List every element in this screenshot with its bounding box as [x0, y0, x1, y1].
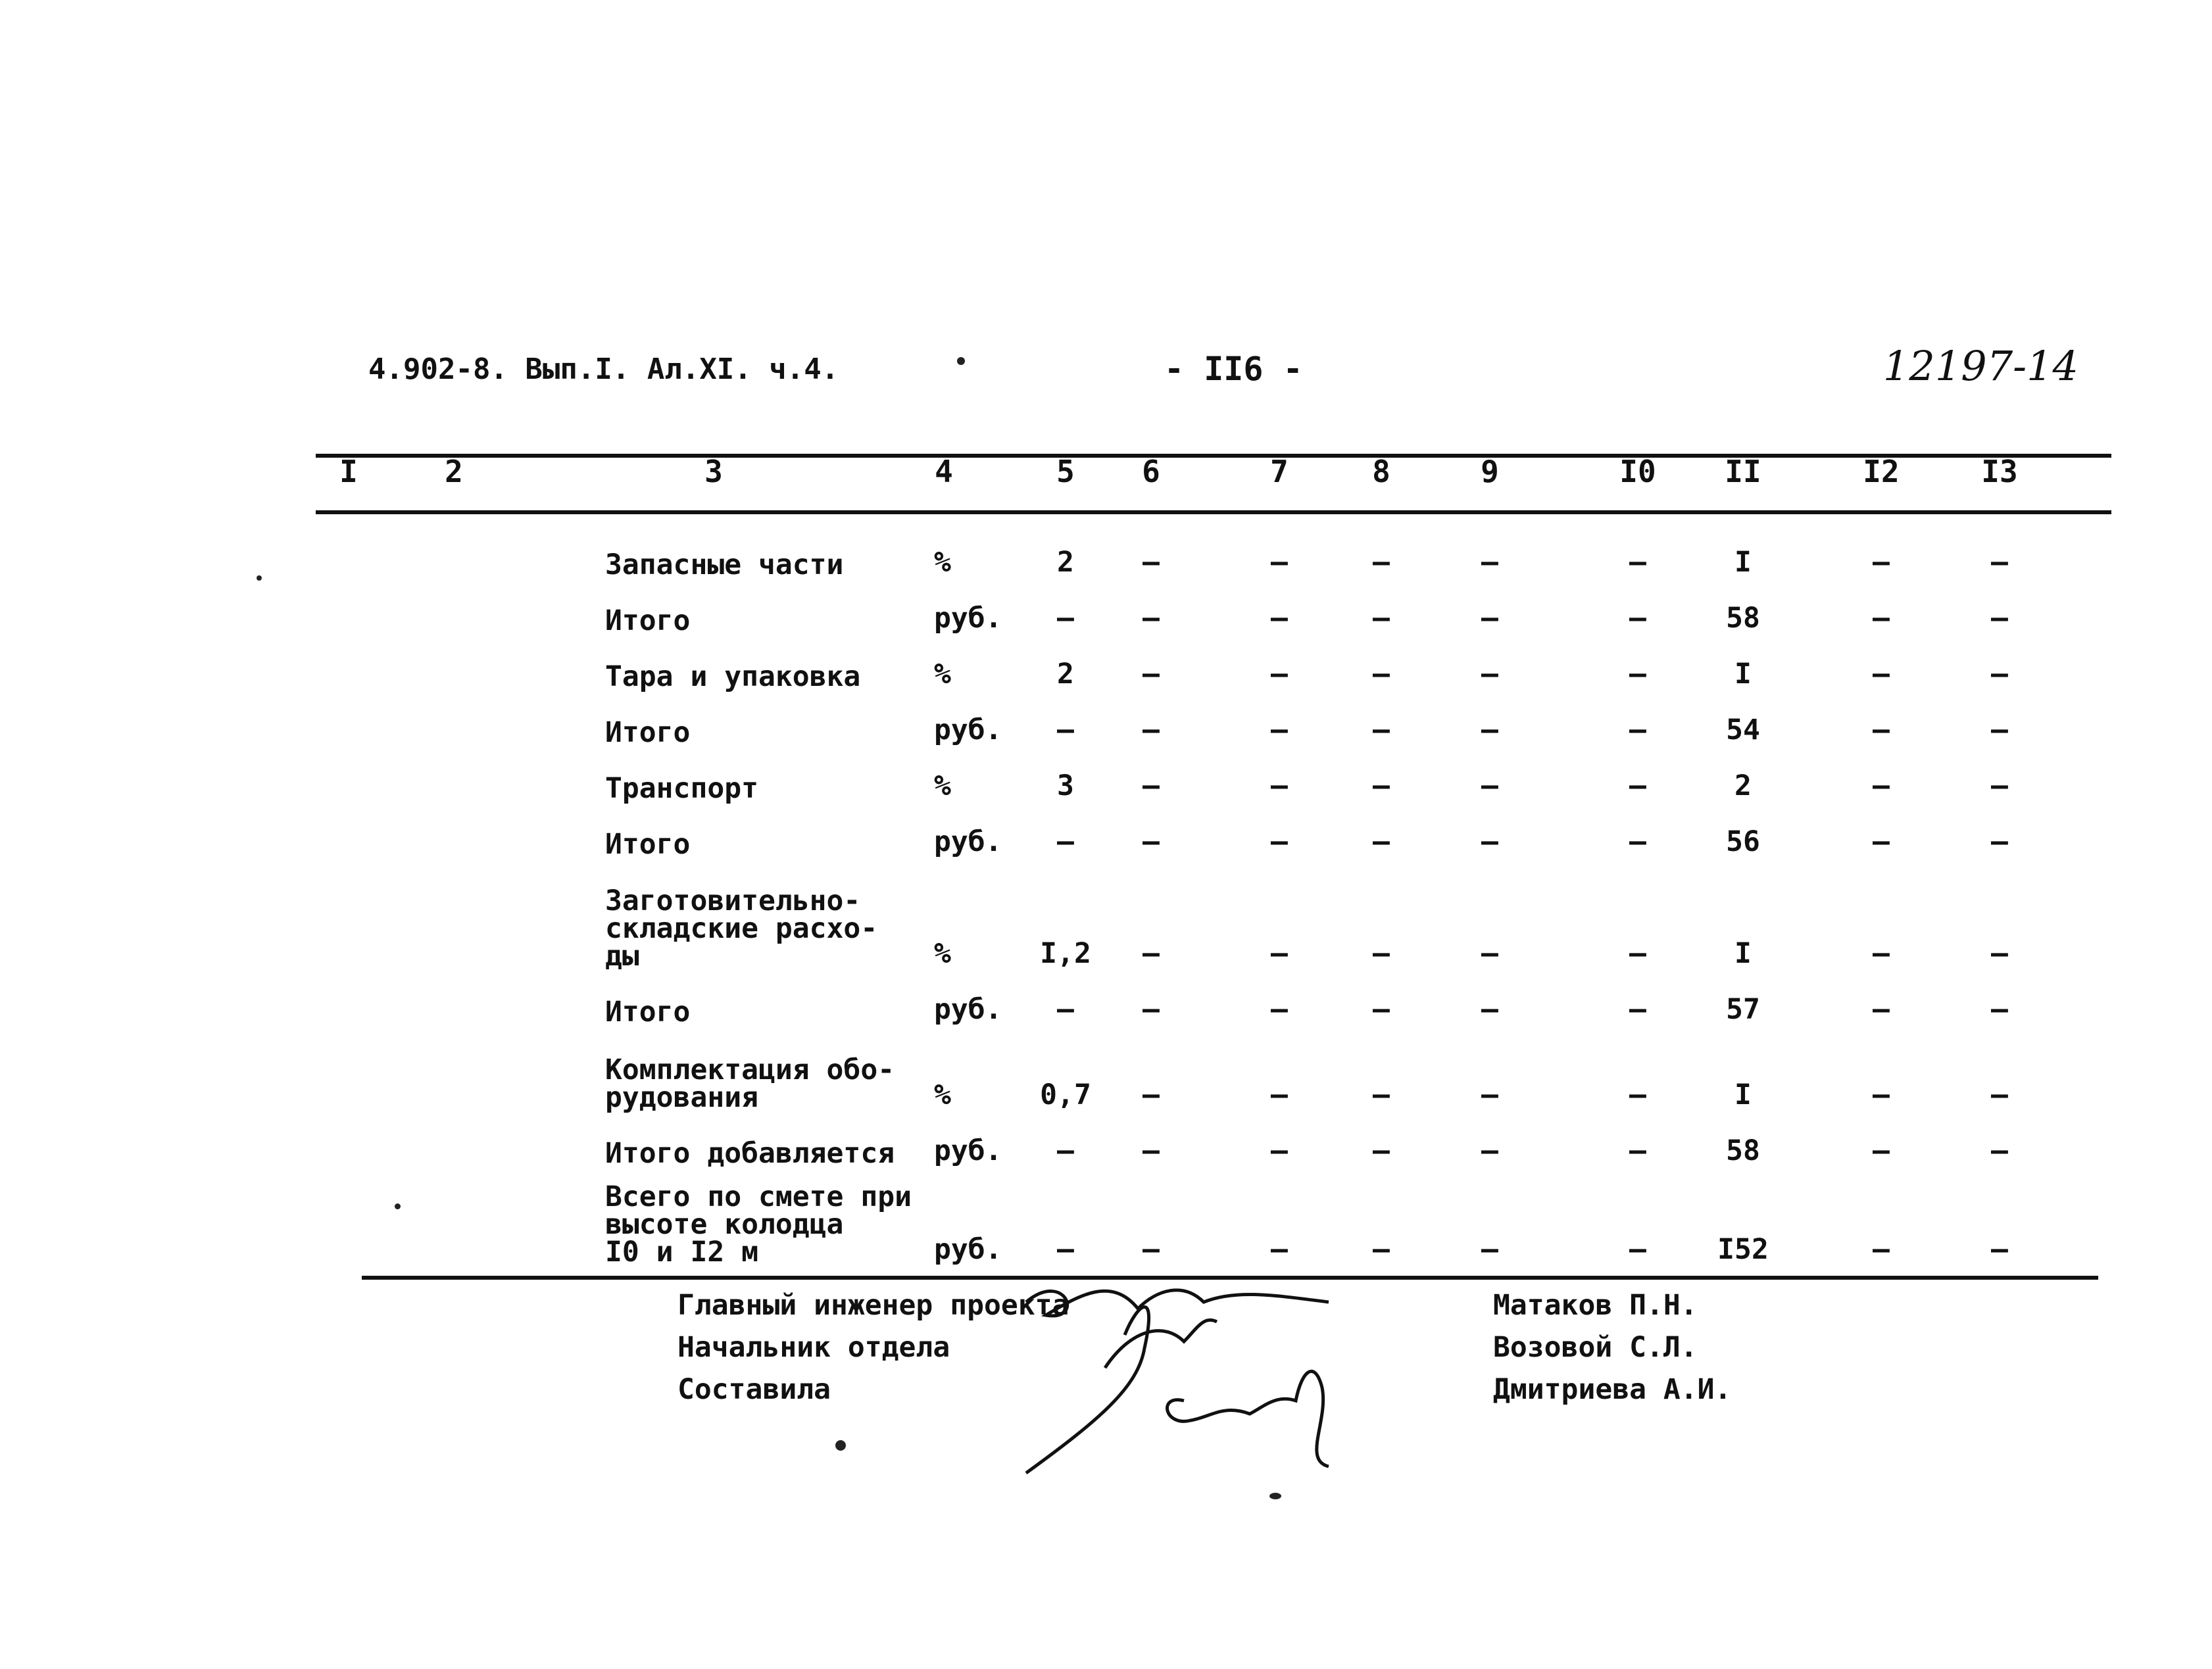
cell-col-10: –	[1629, 993, 1646, 1026]
column-header-13: I3	[1981, 454, 2018, 489]
row-unit: руб.	[934, 1233, 1002, 1266]
row-unit: руб.	[934, 993, 1002, 1026]
signatory-role: Главный инженер проекта	[677, 1289, 1069, 1322]
cell-col-7: –	[1271, 602, 1288, 635]
signatory-name: Матаков П.Н.	[1493, 1289, 1698, 1322]
scan-noise-speck	[1269, 1493, 1281, 1499]
cell-col-7: –	[1271, 1078, 1288, 1111]
cell-col-12: –	[1873, 658, 1890, 690]
cell-col-8: –	[1373, 937, 1390, 970]
cell-col-13: –	[1991, 1233, 2008, 1266]
column-header-5: 5	[1056, 454, 1075, 489]
cell-col-5: –	[1057, 993, 1074, 1026]
row-label: Итого	[605, 828, 691, 861]
column-header-8: 8	[1372, 454, 1390, 489]
cell-col-8: –	[1373, 1134, 1390, 1167]
cell-col-11: I	[1734, 658, 1752, 690]
cell-col-9: –	[1481, 937, 1498, 970]
cell-col-11: I52	[1717, 1233, 1769, 1266]
row-unit: %	[934, 658, 951, 690]
signatory-role: Начальник отдела	[677, 1331, 950, 1364]
row-label: Запасные части	[605, 548, 844, 581]
cell-col-8: –	[1373, 993, 1390, 1026]
cell-col-9: –	[1481, 602, 1498, 635]
cell-col-9: –	[1481, 993, 1498, 1026]
cell-col-13: –	[1991, 714, 2008, 746]
cell-col-9: –	[1481, 658, 1498, 690]
scan-noise-speck	[395, 1203, 401, 1209]
cell-col-8: –	[1373, 769, 1390, 802]
column-header-6: 6	[1142, 454, 1160, 489]
cell-col-8: –	[1373, 1078, 1390, 1111]
cell-col-13: –	[1991, 602, 2008, 635]
cell-col-9: –	[1481, 714, 1498, 746]
row-label: Всего по смете при высоте колодца I0 и I2 м	[605, 1180, 912, 1269]
row-unit: руб.	[934, 825, 1002, 858]
cell-col-10: –	[1629, 1078, 1646, 1111]
cell-col-6: –	[1143, 1078, 1160, 1111]
cell-col-8: –	[1373, 825, 1390, 858]
cell-col-6: –	[1143, 1233, 1160, 1266]
cell-col-13: –	[1991, 937, 2008, 970]
cell-col-13: –	[1991, 769, 2008, 802]
cell-col-12: –	[1873, 546, 1890, 579]
cell-col-7: –	[1271, 937, 1288, 970]
cell-col-11: 58	[1726, 1134, 1760, 1167]
handwritten-signatures	[987, 1249, 1487, 1512]
cell-col-10: –	[1629, 602, 1646, 635]
cell-col-5: 3	[1057, 769, 1074, 802]
cell-col-12: –	[1873, 825, 1890, 858]
scan-noise-speck	[957, 357, 965, 365]
cell-col-11: 57	[1726, 993, 1760, 1026]
cell-col-12: –	[1873, 1233, 1890, 1266]
scan-noise-speck	[835, 1440, 846, 1451]
cell-col-5: –	[1057, 825, 1074, 858]
page-number: - II6 -	[1164, 350, 1303, 388]
cell-col-6: –	[1143, 546, 1160, 579]
row-label: Итого	[605, 716, 691, 749]
cell-col-11: 54	[1726, 714, 1760, 746]
cell-col-6: –	[1143, 825, 1160, 858]
cell-col-9: –	[1481, 1134, 1498, 1167]
cell-col-8: –	[1373, 546, 1390, 579]
row-unit: %	[934, 937, 951, 970]
cell-col-9: –	[1481, 1078, 1498, 1111]
cell-col-5: –	[1057, 1233, 1074, 1266]
cell-col-9: –	[1481, 1233, 1498, 1266]
cell-col-5: 2	[1057, 546, 1074, 579]
row-unit: руб.	[934, 1134, 1002, 1167]
cell-col-11: I	[1734, 937, 1752, 970]
row-label: Комплектация обо- рудования	[605, 1053, 895, 1114]
cell-col-13: –	[1991, 1078, 2008, 1111]
cell-col-12: –	[1873, 1134, 1890, 1167]
column-header-1: I	[339, 454, 358, 489]
cell-col-10: –	[1629, 937, 1646, 970]
cell-col-7: –	[1271, 1134, 1288, 1167]
document-code: 4.902-8. Вып.I. Ал.XI. ч.4.	[368, 352, 839, 386]
cell-col-5: –	[1057, 602, 1074, 635]
column-header-9: 9	[1481, 454, 1499, 489]
row-label: Транспорт	[605, 772, 758, 805]
cell-col-5: 2	[1057, 658, 1074, 690]
row-unit: %	[934, 546, 951, 579]
cell-col-9: –	[1481, 769, 1498, 802]
row-unit: руб.	[934, 714, 1002, 746]
cell-col-8: –	[1373, 602, 1390, 635]
column-header-3: 3	[704, 454, 723, 489]
cell-col-10: –	[1629, 769, 1646, 802]
cell-col-10: –	[1629, 1134, 1646, 1167]
column-header-7: 7	[1270, 454, 1289, 489]
cell-col-10: –	[1629, 658, 1646, 690]
cell-col-11: 58	[1726, 602, 1760, 635]
cell-col-9: –	[1481, 546, 1498, 579]
cell-col-8: –	[1373, 658, 1390, 690]
row-label: Итого	[605, 604, 691, 637]
cell-col-7: –	[1271, 825, 1288, 858]
cell-col-12: –	[1873, 993, 1890, 1026]
cell-col-7: –	[1271, 993, 1288, 1026]
cell-col-6: –	[1143, 993, 1160, 1026]
cell-col-7: –	[1271, 658, 1288, 690]
cell-col-6: –	[1143, 769, 1160, 802]
row-label: Итого	[605, 996, 691, 1028]
cell-col-13: –	[1991, 658, 2008, 690]
cell-col-11: I	[1734, 1078, 1752, 1111]
cell-col-12: –	[1873, 937, 1890, 970]
cell-col-13: –	[1991, 825, 2008, 858]
cell-col-11: 2	[1734, 769, 1752, 802]
cell-col-10: –	[1629, 825, 1646, 858]
row-label: Итого добавляется	[605, 1137, 895, 1170]
cell-col-12: –	[1873, 602, 1890, 635]
cell-col-5: I,2	[1040, 937, 1091, 970]
cell-col-6: –	[1143, 602, 1160, 635]
cell-col-12: –	[1873, 1078, 1890, 1111]
cell-col-9: –	[1481, 825, 1498, 858]
cell-col-6: –	[1143, 714, 1160, 746]
cell-col-6: –	[1143, 1134, 1160, 1167]
signatory-name: Возовой С.Л.	[1493, 1331, 1698, 1364]
cell-col-10: –	[1629, 714, 1646, 746]
row-label: Тара и упаковка	[605, 660, 861, 693]
column-header-2: 2	[445, 454, 463, 489]
cell-col-11: 56	[1726, 825, 1760, 858]
cell-col-7: –	[1271, 546, 1288, 579]
signatory-name: Дмитриева А.И.	[1493, 1373, 1732, 1406]
cell-col-7: –	[1271, 714, 1288, 746]
cell-col-10: –	[1629, 546, 1646, 579]
cell-col-13: –	[1991, 1134, 2008, 1167]
cell-col-5: –	[1057, 1134, 1074, 1167]
column-header-11: II	[1725, 454, 1761, 489]
cell-col-12: –	[1873, 769, 1890, 802]
scan-noise-speck	[257, 575, 262, 581]
row-unit: %	[934, 1078, 951, 1111]
cell-col-11: I	[1734, 546, 1752, 579]
cell-col-10: –	[1629, 1233, 1646, 1266]
cell-col-6: –	[1143, 937, 1160, 970]
cell-col-5: 0,7	[1040, 1078, 1091, 1111]
row-unit: руб.	[934, 602, 1002, 635]
column-header-12: I2	[1863, 454, 1900, 489]
cell-col-13: –	[1991, 993, 2008, 1026]
cell-col-8: –	[1373, 1233, 1390, 1266]
cell-col-7: –	[1271, 769, 1288, 802]
column-header-4: 4	[935, 454, 953, 489]
column-header-10: I0	[1619, 454, 1656, 489]
cell-col-7: –	[1271, 1233, 1288, 1266]
sheet-number: 12197-14	[1882, 342, 2078, 390]
cell-col-6: –	[1143, 658, 1160, 690]
cell-col-12: –	[1873, 714, 1890, 746]
row-label: Заготовительно- складские расхо- ды	[605, 884, 878, 973]
cell-col-8: –	[1373, 714, 1390, 746]
row-unit: %	[934, 769, 951, 802]
cell-col-13: –	[1991, 546, 2008, 579]
cell-col-5: –	[1057, 714, 1074, 746]
signatory-role: Составила	[677, 1373, 831, 1406]
